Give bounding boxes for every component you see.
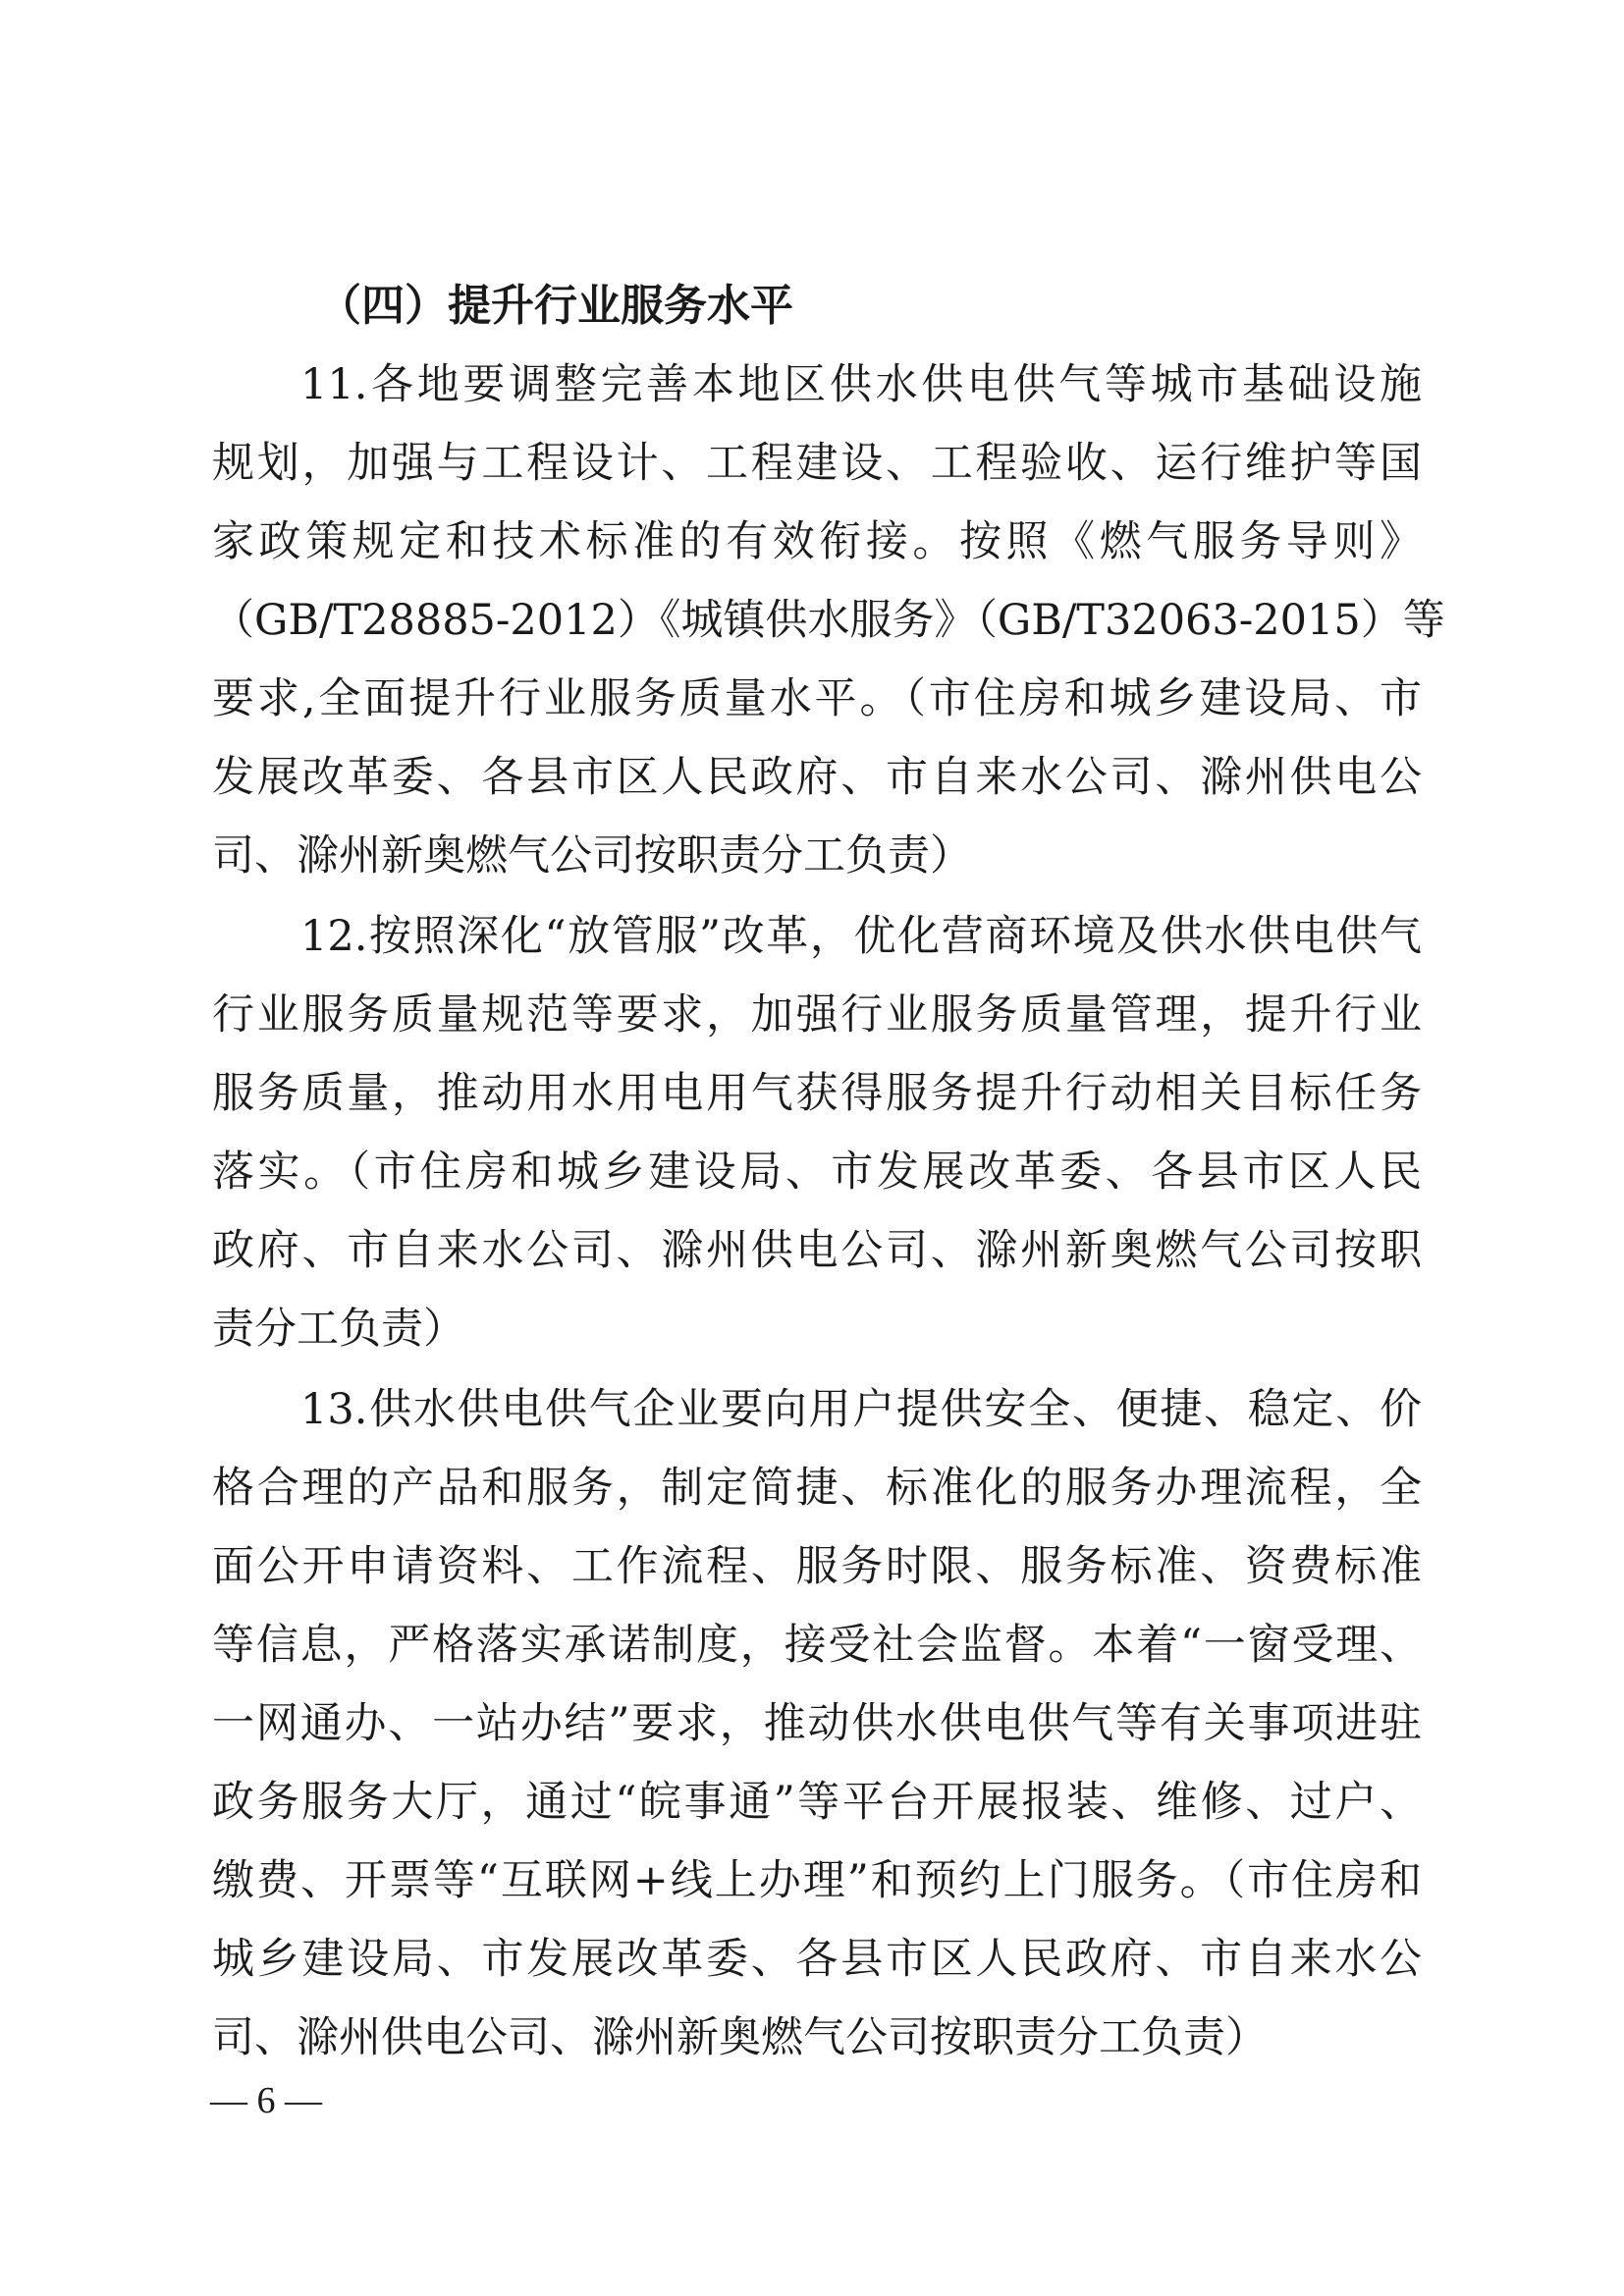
paragraph-line: 要求,全面提升行业服务质量水平。（市住房和城乡建设局、市 [212,674,1422,723]
paragraph-line: 缴费、开票等“互联网+线上办理”和预约上门服务。（市住房和 [212,1856,1422,1905]
paragraph-line: 政府、市自来水公司、滁州供电公司、滁州新奥燃气公司按职 [212,1226,1422,1275]
paragraph-line: 政务服务大厅，通过“皖事通”等平台开展报装、维修、过户、 [212,1778,1422,1827]
paragraph-line: 等信息，严格落实承诺制度，接受社会监督。本着“一窗受理、 [212,1621,1422,1670]
paragraph-line: 司、滁州新奥燃气公司按职责分工负责） [212,831,972,881]
paragraph-line: 规划，加强与工程设计、工程建设、工程验收、运行维护等国 [212,439,1422,488]
paragraph-line: 落实。（市住房和城乡建设局、市发展改革委、各县市区人民 [212,1148,1422,1197]
paragraph-line: 行业服务质量规范等要求，加强行业服务质量管理，提升行业 [212,990,1422,1040]
paragraph-line: 服务质量，推动用水用电用气获得服务提升行动相关目标任务 [212,1069,1422,1118]
paragraph-line: 11.各地要调整完善本地区供水供电供气等城市基础设施 [300,360,1422,409]
paragraph-line: 责分工负责） [212,1305,465,1354]
paragraph-line: 司、滁州供电公司、滁州新奥燃气公司按职责分工负责） [212,2013,1268,2062]
paragraph-line: 城乡建设局、市发展改革委、各县市区人民政府、市自来水公 [212,1935,1422,1984]
paragraph-line: 格合理的产品和服务，制定简捷、标准化的服务办理流程，全 [212,1464,1422,1513]
paragraph-line: （GB/T28885-2012）《城镇供水服务》（GB/T32063-2015）等 [212,596,1445,645]
paragraph-line: 面公开申请资料、工作流程、服务时限、服务标准、资费标准 [212,1542,1422,1591]
paragraph-line: 一网通办、一站办结”要求，推动供水供电供气等有关事项进驻 [212,1699,1422,1748]
paragraph-line: 13.供水供电供气企业要向用户提供安全、便捷、稳定、价 [300,1385,1422,1434]
paragraph-line: 家政策规定和技术标准的有效衔接。按照《燃气服务导则》 [212,517,1422,566]
paragraph-line: 发展改革委、各县市区人民政府、市自来水公司、滁州供电公 [212,753,1422,802]
paragraph-line: 12.按照深化“放管服”改革，优化营商环境及供水供电供气 [300,912,1422,961]
section-heading: （四）提升行业服务水平 [318,281,793,331]
page-number: — 6 — [210,2080,322,2121]
